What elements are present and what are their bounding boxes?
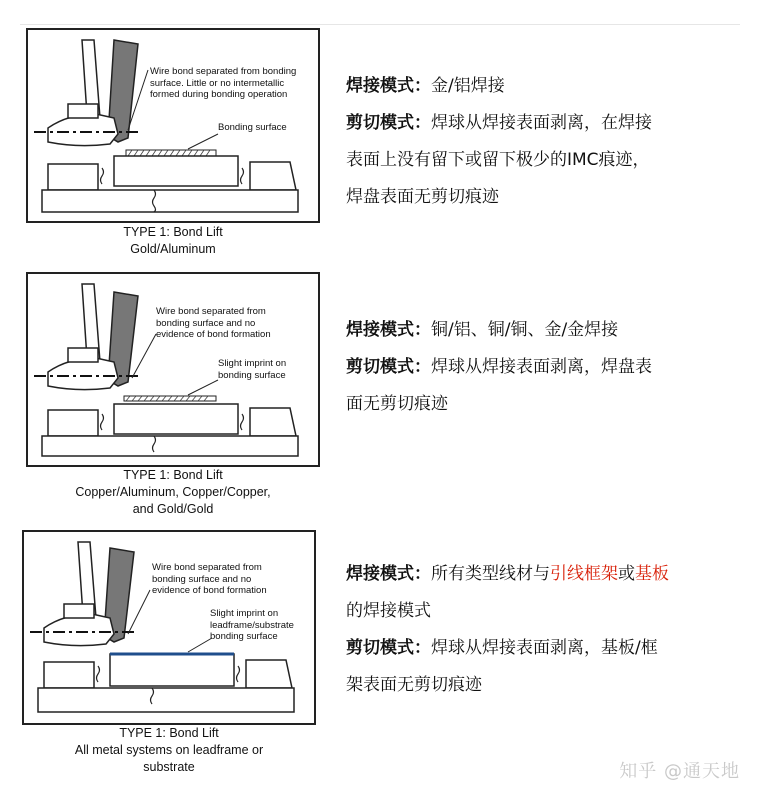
diagram-frame-2 [26,272,320,467]
watermark: 知乎 @通天地 [619,761,740,782]
diagram-frame-1 [26,28,320,223]
note-surface-2: Slight imprint on bonding surface [218,358,287,381]
note-wire-1: Wire bond separated from bonding surface. Little or no intermetallic formed during bonding operation [150,66,297,100]
caption-1: TYPE 1: Bond Lift Gold/Aluminum [123,225,223,256]
top-divider [20,24,740,25]
note-wire-2: Wire bond separated from bonding surface and no evidence of bond formation [156,306,271,340]
description-2: 焊接模式：铜/铝、铜/铜、金/金焊接 剪切模式：焊球从焊接表面剥离，焊盘表 面无剪切痕迹 [346,320,652,414]
note-surface-3: Slight imprint on leadframe/substrate bonding surface [210,608,294,642]
description-3: 焊接模式：所有类型线材与引线框架或基板 的焊接模式 剪切模式：焊球从焊接表面剥离，基板/框 架表面无剪切痕迹 [346,564,669,695]
diagram-frame-3 [22,530,316,725]
caption-2: TYPE 1: Bond Lift Copper/Aluminum, Copper/Copper, and Gold/Gold [75,468,271,516]
description-1: 焊接模式：金/铝焊接 剪切模式：焊球从焊接表面剥离，在焊接 表面上没有留下或留下极少的IMC痕迹， 焊盘表面无剪切痕迹 [346,76,652,207]
note-wire-3: Wire bond separated from bonding surface and no evidence of bond formation [152,562,267,596]
caption-3: TYPE 1: Bond Lift All metal systems on leadframe or substrate [74,726,264,774]
note-surface-1: Bonding surface [218,122,287,133]
